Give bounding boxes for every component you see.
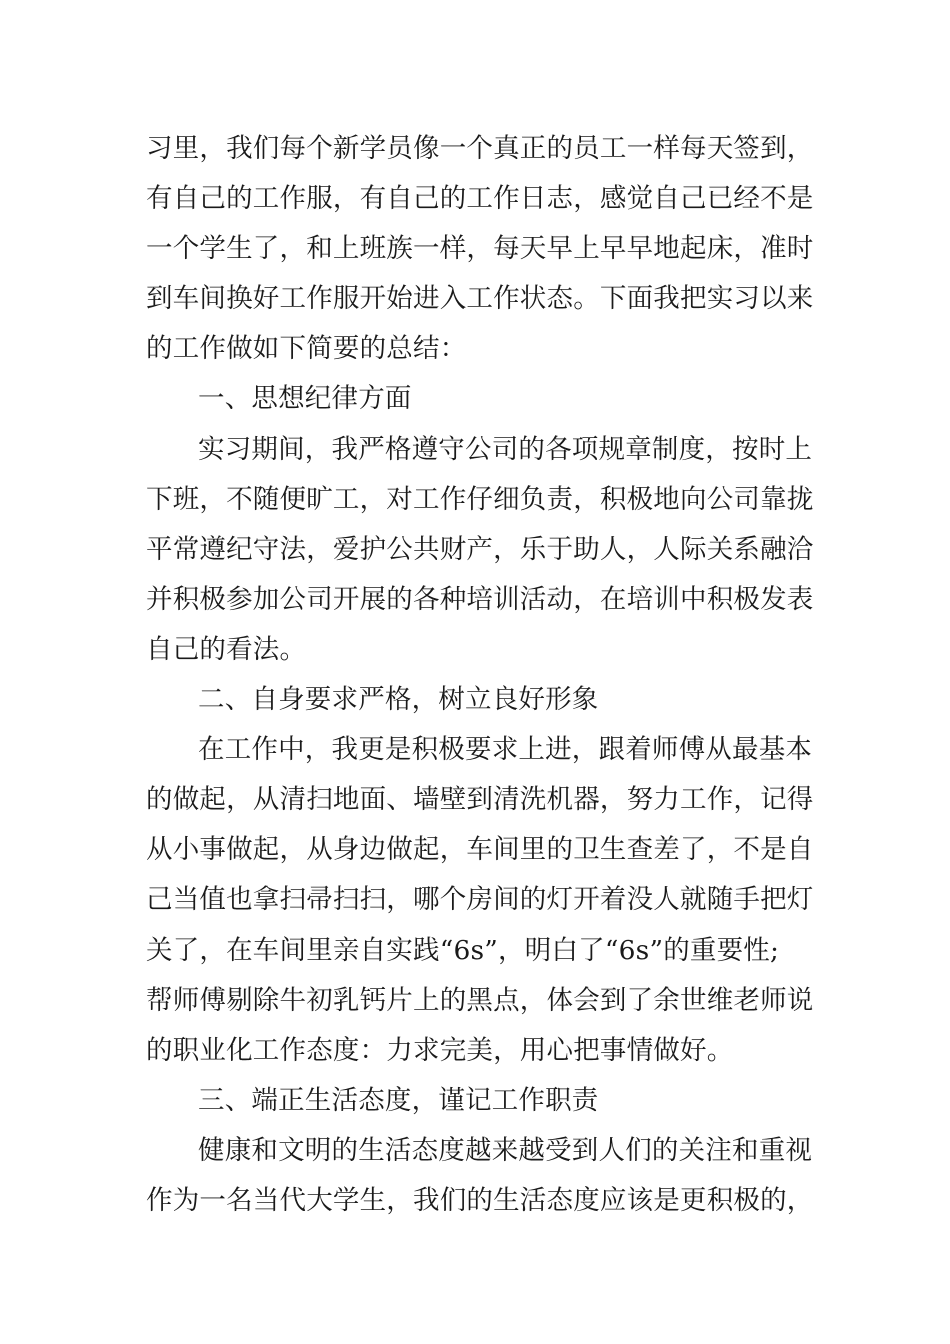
text-line: 习里，我们每个新学员像一个真正的员工一样每天签到， bbox=[146, 133, 814, 164]
document-body bbox=[146, 124, 814, 1226]
text-line: 作为一名当代大学生，我们的生活态度应该是更积极的， bbox=[146, 1184, 814, 1216]
text-line: 并积极参加公司开展的各种培训活动，在培训中积极发表 bbox=[146, 583, 814, 615]
text-line: 一个学生了，和上班族一样，每天早上早早地起床，准时 bbox=[146, 233, 814, 265]
text-line: 从小事做起，从身边做起，车间里的卫生查差了，不是自 bbox=[146, 834, 814, 866]
section-heading: 一、思想纪律方面 bbox=[198, 383, 412, 415]
text-line: 平常遵纪守法，爱护公共财产，乐于助人，人际关系融洽 bbox=[146, 533, 814, 565]
section-heading: 二、自身要求严格，树立良好形象 bbox=[198, 684, 599, 716]
text-line: 己当值也拿扫帚扫扫，哪个房间的灯开着没人就随手把灯 bbox=[146, 884, 814, 916]
text-line: 有自己的工作服，有自己的工作日志，感觉自己已经不是 bbox=[146, 183, 814, 215]
paragraph-first-line: 健康和文明的生活态度越来越受到人们的关注和重视 bbox=[198, 1134, 813, 1166]
text-line: 关了，在车间里亲自实践“6s”，明白了“6s”的重要性; bbox=[146, 934, 780, 966]
text-line: 帮师傅剔除牛初乳钙片上的黑点，体会到了余世维老师说 bbox=[146, 984, 814, 1016]
paragraph-first-line: 实习期间，我严格遵守公司的各项规章制度，按时上 bbox=[198, 433, 813, 465]
text-line: 下班，不随便旷工，对工作仔细负责，积极地向公司靠拢 bbox=[146, 483, 814, 515]
text-line: 的工作做如下简要的总结： bbox=[146, 333, 467, 365]
text-line: 到车间换好工作服开始进入工作状态。下面我把实习以来 bbox=[146, 283, 814, 315]
paragraph-first-line: 在工作中，我更是积极要求上进，跟着师傅从最基本 bbox=[198, 734, 813, 766]
text-line: 自己的看法。 bbox=[146, 633, 307, 665]
text-line: 的职业化工作态度：力求完美，用心把事情做好。 bbox=[146, 1034, 734, 1066]
text-line: 的做起，从清扫地面、墙壁到清洗机器，努力工作，记得 bbox=[146, 784, 814, 816]
section-heading: 三、端正生活态度，谨记工作职责 bbox=[198, 1084, 599, 1116]
